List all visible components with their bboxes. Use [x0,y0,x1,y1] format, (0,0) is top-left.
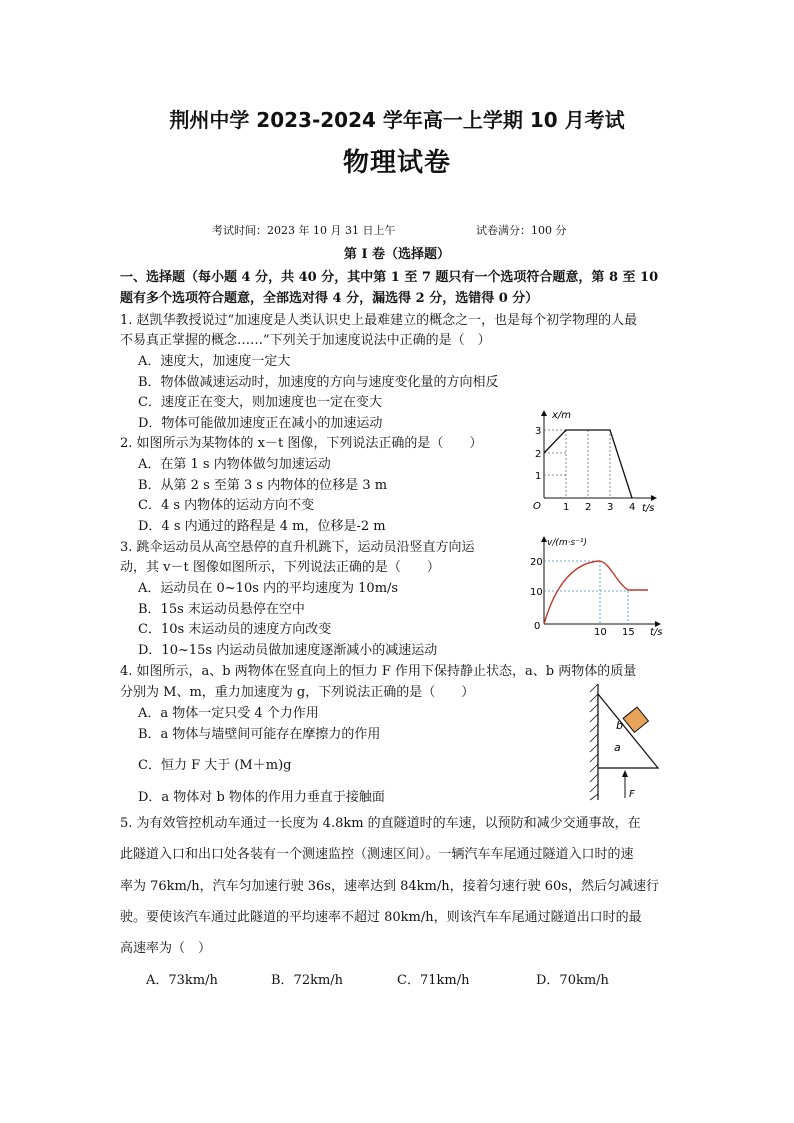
q4-stem-line1: 4. 如图所示，a、b 两物体在竖直向上的恒力 F 作用下保持静止状态，a、b 两物体的质量 [120,664,637,679]
q3-x-label: t/s [650,627,663,636]
subject-title: 物理试卷 [342,148,451,178]
volume-heading: 第 I 卷（选择题） [343,247,451,262]
q3-xtick: 10 [594,627,607,636]
q1-option-a: A．速度大，加速度一定大 [138,354,291,369]
q3-y-label: v/(m·s⁻¹) [547,538,588,548]
q4-block-a [598,694,658,768]
q5-line3: 率为 76km/h，汽车匀加速行驶 36s，速率达到 84km/h，接着匀速行驶 60s，然后匀减速行 [120,879,659,894]
exam-time: 考试时间：2023 年 10 月 31 日上午 [212,224,396,237]
q3-stem-line2: 动，其 v－t 图像如图所示，下列说法正确的是（ ） [120,560,440,575]
q3-vt-graph [526,532,668,636]
q2-option-c: C．4 s 内物体的运动方向不变 [138,498,315,513]
q1-stem-line2: 不易真正掌握的概念……”下列关于加速度说法中正确的是（ ） [120,333,491,348]
q2-ytick: 1 [535,471,542,482]
q2-y-label: x/m [552,410,572,421]
q4-figure [578,682,668,802]
q5-option-d: D．70km/h [536,973,609,988]
q2-stem: 2. 如图所示为某物体的 x－t 图像，下列说法正确的是（ ） [120,436,483,451]
q3-stem-line1: 3. 跳伞运动员从高空悬停的直升机跳下，运动员沿竖直方向运 [120,540,475,555]
q4-label-a: a [614,741,621,754]
q2-option-a: A．在第 1 s 内物体做匀加速运动 [138,457,331,472]
q3-option-c: C．10s 末运动员的速度方向改变 [138,622,332,637]
q4-block-b [623,707,648,732]
q1-stem-line1: 1. 赵凯华教授说过“加速度是人类认识史上最难建立的概念之一，也是每个初学物理的人最 [120,313,638,328]
q5-line1: 5. 为有效管控机动车通过一长度为 4.8km 的直隧道时的车速，以预防和减少交通事故，在 [120,816,641,831]
q2-option-d: D．4 s 内通过的路程是 4 m，位移是-2 m [138,519,386,534]
q3-option-a: A．运动员在 0~10s 内的平均速度为 10m/s [138,581,399,596]
full-score: 试卷满分：100 分 [476,224,567,237]
q1-option-b: B．物体做减速运动时，加速度的方向与速度变化量的方向相反 [138,375,499,390]
q4-label-f: F [629,789,635,800]
q2-xtick: 1 [563,502,570,513]
q2-xt-graph [528,405,668,513]
q4-stem-line2: 分别为 M、m，重力加速度为 g，下列说法正确的是（ ） [120,685,475,700]
q2-option-b: B．从第 2 s 至第 3 s 内物体的位移是 3 m [138,478,388,493]
q1-option-d: D．物体可能做加速度正在减小的加速运动 [138,416,383,431]
q5-line2: 此隧道入口和出口处各装有一个测速监控（测速区间）。一辆汽车车尾通过隧道入口时的速 [120,847,634,862]
q1-option-c: C．速度正在变大，则加速度也一定在变大 [138,395,382,410]
q2-ytick: 2 [535,449,542,460]
q2-xtick: 2 [585,502,592,513]
q3-graph-curve [544,561,648,624]
q5-line5: 高速率为（ ） [120,941,212,956]
section-instruction-line1: 一、选择题（每小题 4 分，共 40 分，其中第 1 至 7 题只有一个选项符合题意，第 8 至 10 [120,270,659,285]
q2-xtick: 4 [629,502,636,513]
q2-x-label: t/s [642,503,655,513]
q2-origin: O [533,501,541,512]
q3-option-d: D．10~15s 内运动员做加速度逐渐减小的减速运动 [138,643,438,658]
q3-ytick: 10 [530,587,543,598]
section-instruction-line2: 题有多个选项符合题意，全部选对得 4 分，漏选得 2 分，选错得 0 分） [120,291,539,306]
q5-option-c: C．71km/h [397,973,470,988]
q2-xtick: 3 [607,502,614,513]
q4-label-b: b [616,719,623,732]
q2-ytick: 3 [535,426,542,437]
q4-option-d: D．a 物体对 b 物体的作用力垂直于接触面 [138,790,385,805]
q5-option-b: B．72km/h [271,973,344,988]
q4-option-b: B．a 物体与墙壁间可能存在摩擦力的作用 [138,727,381,742]
q3-xtick: 15 [622,627,635,636]
q4-option-a: A．a 物体一定只受 4 个力作用 [138,706,319,721]
q3-origin: 0 [534,621,541,632]
q5-line4: 驶。要使该汽车通过此隧道的平均速率不超过 80km/h，则该汽车车尾通过隧道出口时的最 [120,910,642,925]
q3-option-b: B．15s 末运动员悬停在空中 [138,602,305,617]
exam-title: 荆州中学 2023-2024 学年高一上学期 10 月考试 [169,108,625,132]
q5-option-a: A．73km/h [146,973,218,988]
q4-option-c: C．恒力 F 大于 (M＋m)g [138,758,292,773]
q3-ytick: 20 [530,557,543,568]
